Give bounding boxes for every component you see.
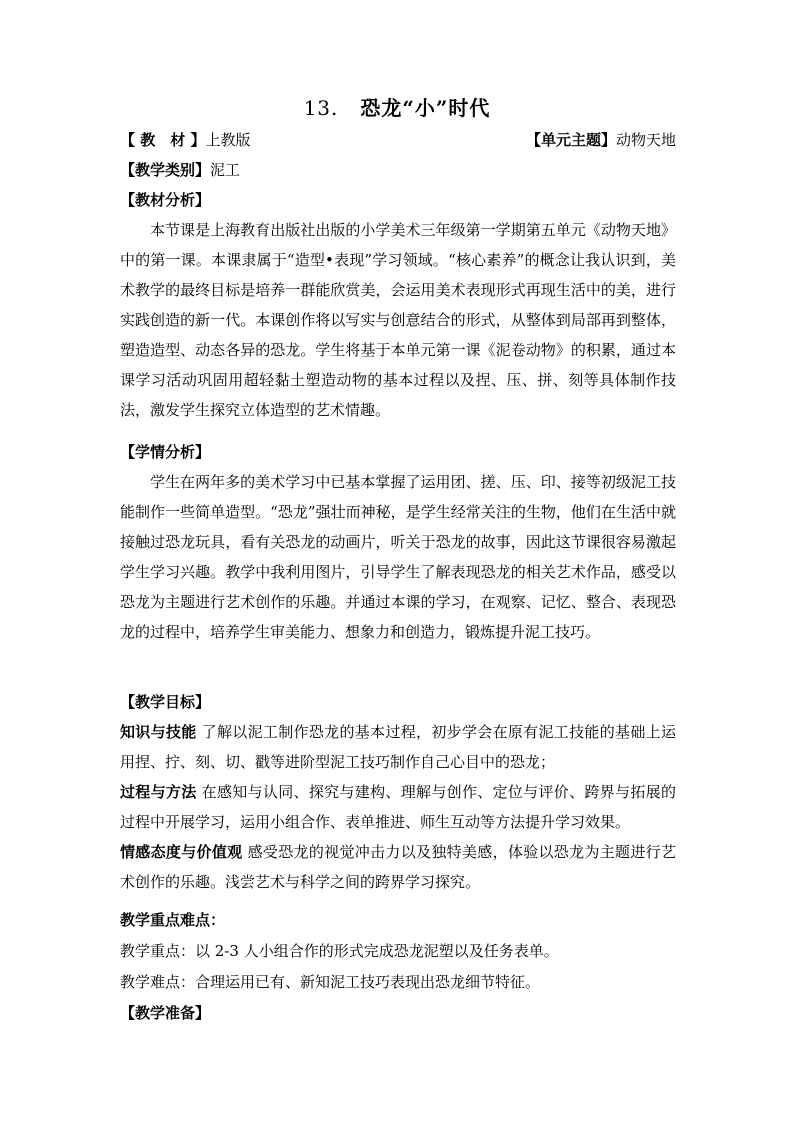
unit-label: 【单元主题】 xyxy=(525,131,616,149)
lesson-number: 13. xyxy=(303,96,339,120)
unit-theme xyxy=(526,125,676,155)
page-title xyxy=(0,92,794,121)
student-paragraph: 学生在两年多的美术学习中已基本掌握了运用团、搓、压、印、接等初级泥工技能制作一些简单造型。“恐龙”强壮而神秘，是学生经常关注的生物，他们在生活中就接触过恐龙玩具，看有关恐龙的动画片，听关于恐龙的故事，因此这节课很容易激起学生学习兴趣。教学中我利用图片，引导学生了解表现恐龙的相关艺术作品，感受以恐龙为主题进行艺术创作的乐趣。并通过本课的学习，在观察、记忆、整合、表现恐龙的过程中，培养学生审美能力、想象力和创造力，锻炼提升泥工技巧。 xyxy=(120,473,676,641)
textbook-value: 上教版 xyxy=(205,131,251,149)
unit-value: 动物天地 xyxy=(615,131,676,149)
textbook-label: 【 教 材 】 xyxy=(120,131,206,149)
goal-knowledge-label: 知识与技能 xyxy=(120,723,197,741)
keypoints-heading: 教学重点难点： xyxy=(120,911,226,929)
material-heading: 【教材分析】 xyxy=(120,191,211,209)
category-label: 【教学类别】 xyxy=(120,161,211,179)
goal-emotion-text: 感受恐龙的视觉冲击力以及独特美感，体验以恐龙为主题进行艺术创作的乐趣。浅尝艺术与科学之间的跨界学习探究。 xyxy=(120,843,676,891)
meta-row-textbook xyxy=(120,125,676,155)
lesson-title: 恐龙“小”时代 xyxy=(360,96,491,120)
goal-knowledge xyxy=(120,717,676,777)
goal-emotion xyxy=(120,837,676,897)
goal-process xyxy=(120,777,676,837)
material-paragraph: 本节课是上海教育出版社出版的小学美术三年级第一学期第五单元《动物天地》中的第一课。本课隶属于“造型•表现”学习领域。“核心素养”的概念让我认识到，美术教学的最终目标是培养一群能欣赏美，会运用美术表现形式再现生活中的美，进行实践创造的新一代。本课创作将以写实与创意结合的形式，从整体到局部再到整体，塑造造型、动态各异的恐龙。学生将基于本单元第一课《泥卷动物》的积累，通过本课学习活动巩固用超轻黏土塑造动物的基本过程以及捏、压、拼、刻等具体制作技法，激发学生探究立体造型的艺术情趣。 xyxy=(120,221,676,419)
category-value: 泥工 xyxy=(210,161,241,179)
prep-heading: 【教学准备】 xyxy=(120,1004,211,1022)
student-heading: 【学情分析】 xyxy=(120,443,211,461)
goal-process-text: 在感知与认同、探究与建构、理解与创作、定位与评价、跨界与拓展的过程中开展学习，运用小组合作、表单推进、师生互动等方法提升学习效果。 xyxy=(120,783,676,831)
goal-knowledge-text: 了解以泥工制作恐龙的基本过程，初步学会在原有泥工技能的基础上运用捏、拧、刻、切、戳等进阶型泥工技巧制作自己心目中的恐龙； xyxy=(120,723,676,771)
goals-heading: 【教学目标】 xyxy=(120,693,211,711)
keypoint-text: 教学重点：以 2-3 人小组合作的形式完成恐龙泥塑以及任务表单。 xyxy=(120,942,559,960)
goal-process-label: 过程与方法 xyxy=(120,783,197,801)
meta-row-category xyxy=(120,155,676,185)
difficulty-text: 教学难点：合理运用已有、新知泥工技巧表现出恐龙细节特征。 xyxy=(120,973,541,991)
goal-emotion-label: 情感态度与价值观 xyxy=(120,843,243,861)
